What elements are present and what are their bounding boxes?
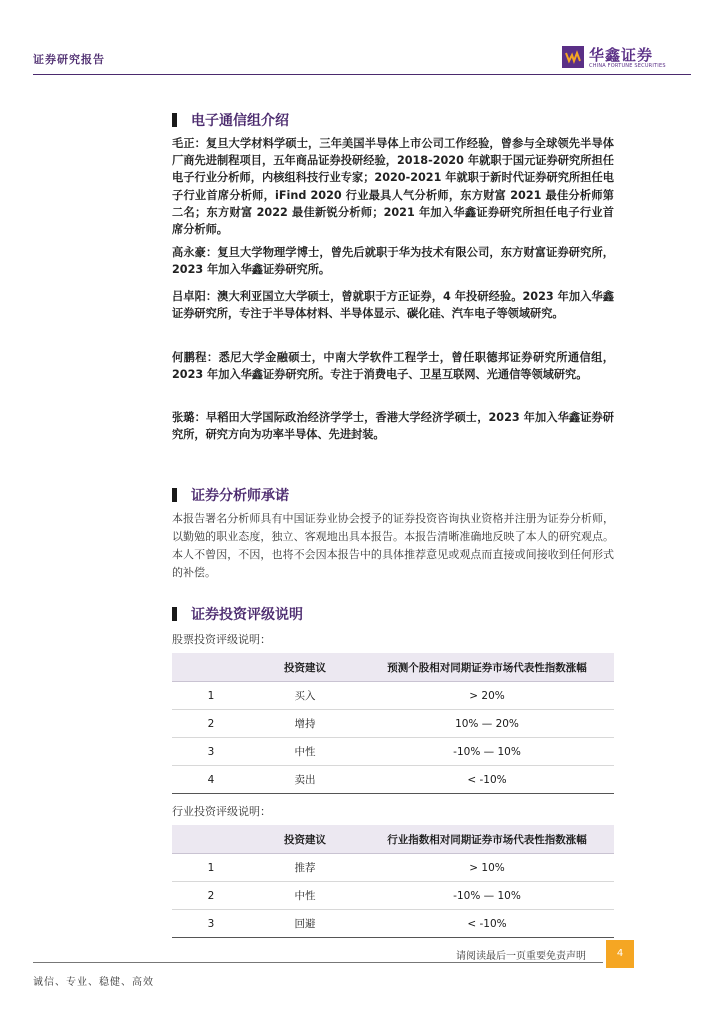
brand-subtitle: CHINA FORTUNE SECURITIES xyxy=(589,63,666,69)
table-header-cell: 预测个股相对同期证券市场代表性指数涨幅 xyxy=(360,653,614,682)
page-number: 4 xyxy=(606,940,634,968)
table-row xyxy=(172,910,614,938)
rating-section-title: 证券投资评级说明 xyxy=(172,604,303,624)
brand-mark-icon xyxy=(562,46,584,68)
team-section-title: 电子通信组介绍 xyxy=(172,110,289,130)
table-cell: 2 xyxy=(172,882,250,910)
table-header-row xyxy=(172,653,614,682)
table-cell: -10% — 10% xyxy=(360,882,614,910)
bio-lv-zhuoyang: 吕卓阳：澳大利亚国立大学硕士，曾就职于方正证券，4 年投研经验。2023 年加入华鑫证券研究所，专注于半导体材料、半导体显示、碳化硅、汽车电子等领域研究。 xyxy=(172,290,614,321)
footer-slogan: 诚信、专业、稳健、高效 xyxy=(33,977,154,988)
table-row xyxy=(172,710,614,738)
bio-mao-zheng: 毛正：复旦大学材料学硕士，三年美国半导体上市公司工作经验，曾参与全球领先半导体厂商先进制程项目，五年商品证券投研经验，2018-2020 年就职于国元证券研究所担任电子行业分析师，内核组科技行业专家；2020-2021 年就职于新时代证券研究所担任电子行业首席分析师，iFind 2020 行业最具人气分析师，东方财富 2021 最佳分析师第二名；东方财富 2022 最佳新锐分析师；2021 年加入华鑫证券研究所担任电子行业首席分析师。 xyxy=(172,137,614,237)
header-divider xyxy=(33,74,691,75)
table-cell: < -10% xyxy=(360,766,614,794)
commitment-text: 本报告署名分析师具有中国证券业协会授予的证券投资咨询执业资格并注册为证券分析师，以勤勉的职业态度，独立、客观地出具本报告。本报告清晰准确地反映了本人的研究观点。本人不曾因，不因，也将不会因本报告中的具体推荐意见或观点而直接或间接收到任何形式的补偿。 xyxy=(172,512,614,579)
table-header-cell: 行业指数相对同期证券市场代表性指数涨幅 xyxy=(360,825,614,854)
table-header-cell: 投资建议 xyxy=(250,653,360,682)
bio-zhang-lu: 张璐：早稻田大学国际政治经济学学士，香港大学经济学硕士，2023 年加入华鑫证券研究所，研究方向为功率半导体、先进封装。 xyxy=(172,411,614,442)
table-row xyxy=(172,882,614,910)
stock-rating-table xyxy=(172,653,614,794)
table-cell: 买入 xyxy=(250,682,360,710)
table-cell: 中性 xyxy=(250,882,360,910)
industry-rating-table xyxy=(172,825,614,938)
table-cell: 10% — 20% xyxy=(360,710,614,738)
table-row xyxy=(172,738,614,766)
table-header-row xyxy=(172,825,614,854)
table-cell: 2 xyxy=(172,710,250,738)
table-cell: 回避 xyxy=(250,910,360,938)
table-cell: 1 xyxy=(172,682,250,710)
section-bar-icon xyxy=(172,113,177,127)
table-cell: 4 xyxy=(172,766,250,794)
table-cell: 增持 xyxy=(250,710,360,738)
section-bar-icon xyxy=(172,607,177,621)
stock-rating-caption: 股票投资评级说明： xyxy=(172,633,271,646)
table-cell: -10% — 10% xyxy=(360,738,614,766)
table-header-cell xyxy=(172,653,250,682)
table-cell: > 20% xyxy=(360,682,614,710)
table-row xyxy=(172,766,614,794)
industry-rating-caption: 行业投资评级说明： xyxy=(172,805,271,818)
bio-gao-yonghao: 高永豪：复旦大学物理学博士，曾先后就职于华为技术有限公司，东方财富证券研究所，2023 年加入华鑫证券研究所。 xyxy=(172,246,614,277)
table-row xyxy=(172,682,614,710)
table-cell: > 10% xyxy=(360,854,614,882)
section-bar-icon xyxy=(172,488,177,502)
table-cell: 3 xyxy=(172,910,250,938)
table-cell: 1 xyxy=(172,854,250,882)
table-cell: 推荐 xyxy=(250,854,360,882)
table-cell: 卖出 xyxy=(250,766,360,794)
table-header-cell xyxy=(172,825,250,854)
disclaimer-note: 请阅读最后一页重要免责声明 xyxy=(456,951,586,962)
table-cell: 3 xyxy=(172,738,250,766)
commitment-section-title: 证券分析师承诺 xyxy=(172,485,289,505)
report-type-label: 证券研究报告 xyxy=(33,53,105,66)
table-cell: 中性 xyxy=(250,738,360,766)
brand-logo xyxy=(562,44,666,72)
table-row xyxy=(172,854,614,882)
table-cell: < -10% xyxy=(360,910,614,938)
bio-he-pengcheng: 何鹏程：悉尼大学金融硕士，中南大学软件工程学士，曾任职德邦证券研究所通信组，2023 年加入华鑫证券研究所。专注于消费电子、卫星互联网、光通信等领域研究。 xyxy=(172,351,614,382)
table-header-cell: 投资建议 xyxy=(250,825,360,854)
footer-divider xyxy=(33,962,603,963)
brand-name: 华鑫证券 xyxy=(589,46,654,64)
